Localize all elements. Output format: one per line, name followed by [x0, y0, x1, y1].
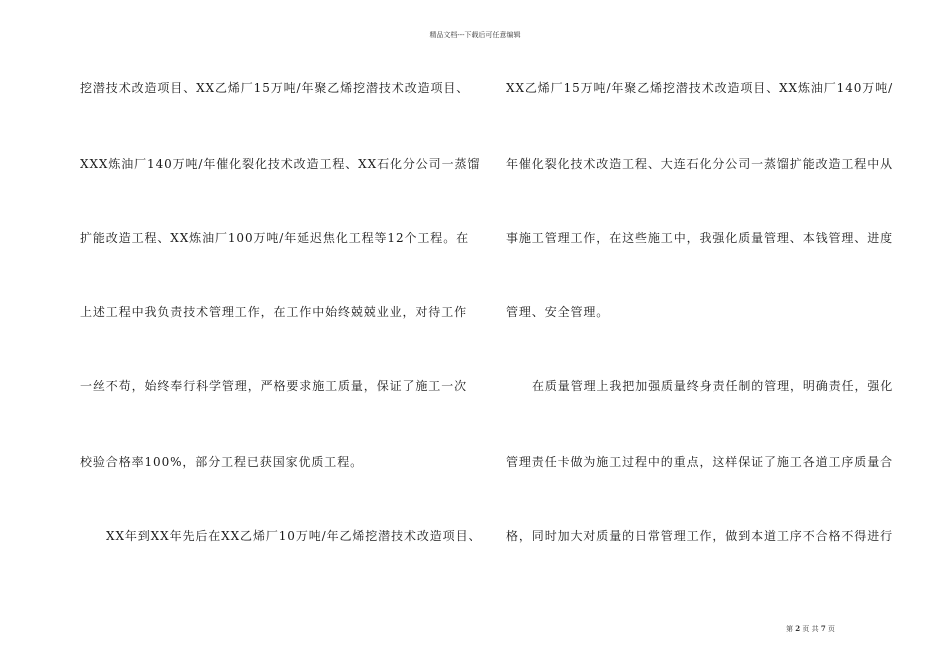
page-number-footer: [786, 624, 835, 634]
text-line: 管理责任卡做为施工过程中的重点，这样保证了施工各道工序质量合: [506, 455, 894, 469]
current-page-number: 2: [795, 624, 801, 633]
text-line: XX乙烯厂15万吨/年聚乙烯挖潜技术改造项目、XX炼油厂140万吨/: [506, 81, 894, 95]
footer-middle: 页 共: [802, 625, 819, 633]
text-line: 一丝不苟，始终奉行科学管理，严格要求施工质量，保证了施工一次: [80, 379, 468, 393]
text-line: XXX炼油厂140万吨/年催化裂化技术改造工程、XX石化分公司一蒸馏: [80, 157, 481, 171]
text-line: 在质量管理上我把加强质量终身责任制的管理，明确责任，强化: [532, 379, 894, 393]
text-line: 扩能改造工程、XX炼油厂100万吨/年延迟焦化工程等12个工程。在: [80, 231, 470, 245]
text-line: 格，同时加大对质量的日常管理工作，做到本道工序不合格不得进行: [506, 529, 894, 543]
text-line: 年催化裂化技术改造工程、大连石化分公司一蒸馏扩能改造工程中从: [506, 157, 894, 171]
text-line: XX年到XX年先后在XX乙烯厂10万吨/年乙烯挖潜技术改造项目、: [106, 529, 482, 543]
text-line: 事施工管理工作，在这些施工中，我强化质量管理、本钱管理、进度: [506, 231, 894, 245]
footer-prefix: 第: [786, 625, 793, 633]
text-line: 管理、安全管理。: [506, 305, 610, 319]
text-line: 上述工程中我负责技术管理工作，在工作中始终兢兢业业，对待工作: [80, 305, 468, 319]
text-line: 挖潜技术改造项目、XX乙烯厂15万吨/年聚乙烯挖潜技术改造项目、: [80, 81, 470, 95]
text-line: 校验合格率100%，部分工程已获国家优质工程。: [80, 455, 364, 469]
footer-suffix: 页: [827, 625, 835, 633]
page-header: 精品文档---下载后可任意编辑: [429, 31, 521, 39]
total-pages-number: 7: [820, 624, 826, 633]
